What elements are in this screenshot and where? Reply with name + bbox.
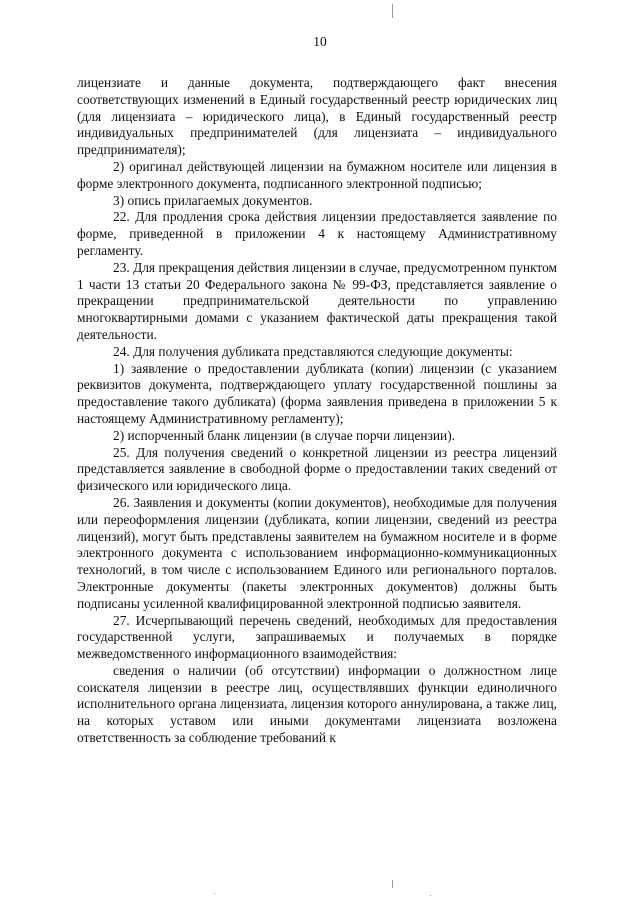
scan-speck <box>214 893 215 894</box>
page-number: 10 <box>313 34 327 49</box>
paragraph-item-2-original-license: 2) оригинал действующей лицензии на бумажном носителе или лицензия в форме электронного документа, подписанного электронной подписью; <box>77 158 557 191</box>
document-body <box>77 75 557 747</box>
paragraph-section-25: 25. Для получения сведений о конкретной лицензии из реестра лицензий представляется заявление в свободной форме о предоставлении таких сведений от физического или юридического лица. <box>77 444 557 494</box>
paragraph-continuation: лицензиате и данные документа, подтверждающего факт внесения соответствующих изменений в Единый государственный реестр юридических лиц (для лицензиата – юридического лица), в Единый государственный реестр индивидуальных предпринимателей (для лицензиата – индивидуального предпринимателя); <box>77 75 557 158</box>
paragraph-section-24: 24. Для получения дубликата представляются следующие документы: <box>113 343 513 359</box>
paragraph-section-26: 26. Заявления и документы (копии документов), необходимые для получения или переоформления лицензии (дубликата, копии лицензии, сведений из реестра лицензий), могут быть представлены заявителем на бумажном носителе и в форме электронного документа с использованием информационно-коммуникационных технологий, в том числе с использованием Единого или регионального порталов. Электронные документы (пакеты электронных документов) должны быть подписаны усиленной квалифицированной электронной подписью заявителя. <box>77 494 557 611</box>
scan-speck <box>392 4 393 18</box>
paragraph-section-27-info: сведения о наличии (об отсутствии) информации о должностном лице соискателя лицензии в реестре лиц, осуществлявших функции единоличного исполнительного органа лицензиата, лицензия которого аннулирована, а также лиц, на которых уставом или иными документами лицензиата возложена ответственность за соблюдение требований к <box>77 662 557 746</box>
paragraph-section-22: 22. Для продления срока действия лицензии предоставляется заявление по форме, приведенной в приложении 4 к настоящему Административному регламенту. <box>77 209 557 258</box>
paragraph-section-24-item-2: 2) испорченный бланк лицензии (в случае порчи лицензии). <box>113 427 456 443</box>
scan-speck <box>392 880 393 888</box>
paragraph-item-3-inventory: 3) опись прилагаемых документов. <box>113 192 313 208</box>
scan-speck <box>430 895 431 896</box>
paragraph-section-23: 23. Для прекращения действия лицензии в случае, предусмотренном пунктом 1 части 13 статьи 20 Федерального закона № 99-ФЗ, представляется заявление о прекращении предпринимательской деятельности по управлению многоквартирными домами с указанием фактической даты прекращения такой деятельности. <box>77 259 557 342</box>
paragraph-section-27: 27. Исчерпывающий перечень сведений, необходимых для предоставления государственной услуги, запрашиваемых и получаемых в порядке межведомственного информационного взаимодействия: <box>77 612 557 662</box>
paragraph-section-24-item-1: 1) заявление о предоставлении дубликата (копии) лицензии (с указанием реквизитов документа, подтверждающего уплату государственной пошлины за предоставление такого дубликата) (форма заявления приведена в приложении 5 к настоящему Административному регламенту); <box>77 360 557 426</box>
